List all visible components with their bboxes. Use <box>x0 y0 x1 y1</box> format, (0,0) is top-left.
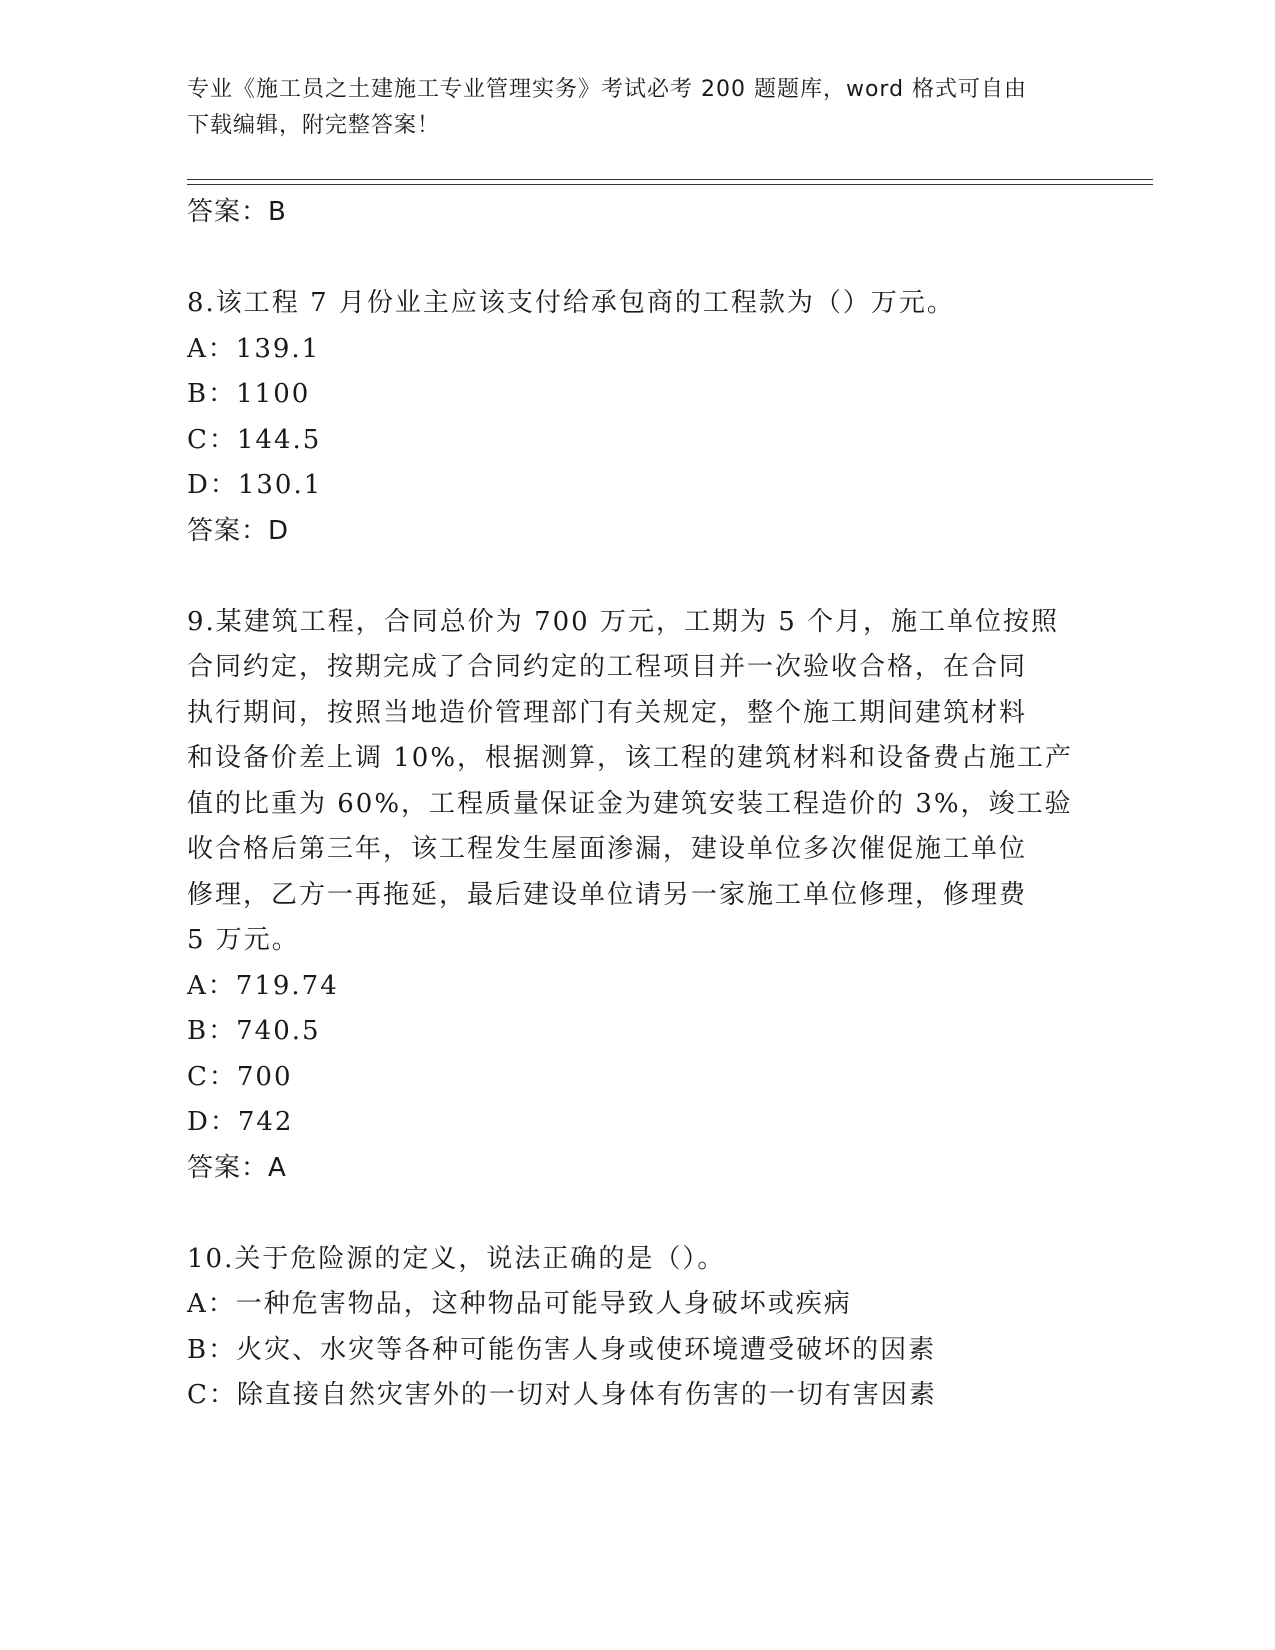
option-b: B：火灾、水灾等各种可能伤害人身或使环境遭受破坏的因素 <box>187 1334 937 1365</box>
question-9 <box>187 600 1087 1192</box>
option-b: B：740.5 <box>187 1016 321 1046</box>
answer-q7: 答案：B <box>187 197 287 227</box>
question-stem: 8.该工程 7 月份业主应该支付给承包商的工程款为（）万元。 <box>187 288 955 318</box>
option-d: D：742 <box>187 1107 294 1137</box>
question-stem-line: 和设备价差上调 10%，根据测算，该工程的建筑材料和设备费占施工产 <box>187 743 1074 773</box>
option-c: C：144.5 <box>187 424 322 455</box>
option-a: A：一种危害物品，这种物品可能导致人身破坏或疾病 <box>187 1289 852 1319</box>
question-stem-line: 收合格后第三年，该工程发生屋面渗漏，建设单位多次催促施工单位 <box>187 834 1028 864</box>
question-stem-line: 值的比重为 60%，工程质量保证金为建筑安装工程造价的 3%，竣工验 <box>187 788 1073 819</box>
spacer <box>187 554 1087 600</box>
question-stem-line: 9.某建筑工程，合同总价为 700 万元，工期为 5 个月，施工单位按照 <box>187 606 1060 637</box>
option-c: C：除直接自然灾害外的一切对人身体有伤害的一切有害因素 <box>187 1380 937 1410</box>
answer-q8: 答案：D <box>187 515 290 546</box>
header-divider-top <box>187 179 1153 180</box>
answer-q9: 答案：A <box>187 1152 287 1183</box>
header-line-2: 下载编辑，附完整答案！ <box>187 113 441 138</box>
question-stem: 10.关于危险源的定义，说法正确的是（）。 <box>187 1243 726 1274</box>
document-header <box>187 72 1077 144</box>
question-list <box>187 190 1087 1419</box>
question-8 <box>187 281 1087 554</box>
spacer <box>187 1191 1087 1237</box>
question-stem-line: 合同约定，按期完成了合同约定的工程项目并一次验收合格，在合同 <box>187 652 1028 682</box>
option-a: A：719.74 <box>187 970 339 1001</box>
question-stem-line: 修理，乙方一再拖延，最后建设单位请另一家施工单位修理，修理费 <box>187 879 1028 910</box>
question-10 <box>187 1237 1087 1419</box>
question-stem-line: 执行期间，按照当地造价管理部门有关规定，整个施工期间建筑材料 <box>187 697 1028 728</box>
option-d: D：130.1 <box>187 470 323 500</box>
option-c: C：700 <box>187 1061 293 1092</box>
option-b: B：1100 <box>187 379 311 409</box>
header-divider-bottom <box>187 184 1153 185</box>
spacer <box>187 236 1087 282</box>
question-stem-line: 5 万元。 <box>187 925 300 955</box>
header-line-1: 专业《施工员之土建施工专业管理实务》考试必考 200 题题库，word 格式可自由 <box>187 77 1028 102</box>
option-a: A：139.1 <box>187 333 321 364</box>
